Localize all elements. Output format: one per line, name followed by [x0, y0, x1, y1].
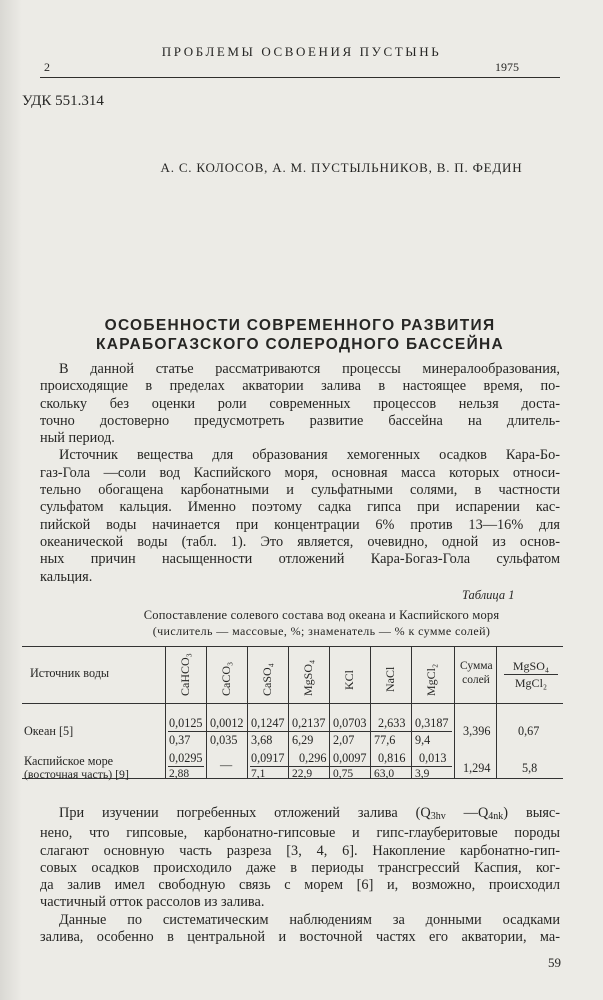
- column-header: MgCl₂: [424, 663, 438, 696]
- text-line: частичный отток рассолов из залива.: [40, 894, 265, 911]
- cell-numerator: 0,013: [419, 751, 447, 765]
- cell-denominator: 22,9: [292, 768, 313, 780]
- index-subscript: 3hv: [430, 811, 446, 822]
- cell-numerator: 2,633: [378, 716, 406, 730]
- cell-sum: 1,294: [463, 761, 491, 775]
- text-line: скольку без оценки роли современных процессов нельзя доста-: [40, 395, 560, 412]
- table-title: Сопоставление солевого состава вод океана и Каспийского моря: [143, 608, 500, 622]
- column-header-sum: [460, 659, 492, 687]
- text-line: залива, особенно в центральной и восточной частях его акватории, ма-: [40, 929, 560, 946]
- row-source: Океан [5]: [24, 724, 74, 738]
- text-line: В данной статье рассматриваются процессы минералообразования,: [59, 361, 560, 377]
- journal-title: ПРОБЛЕМЫ ОСВОЕНИЯ ПУСТЫНЬ: [161, 44, 442, 59]
- ratio-denominator: MgCl₂: [504, 674, 558, 691]
- cell-denominator: 63,0: [374, 768, 395, 780]
- cell-numerator: 0,2137: [292, 716, 326, 730]
- table-divider: [496, 646, 497, 779]
- body-text-intro: [40, 361, 560, 586]
- row-source: Каспийское море: [24, 754, 114, 768]
- cell-numerator: 0,0295: [169, 751, 203, 765]
- cell-numerator: 0,296: [299, 751, 327, 765]
- cell-denominator: 3,68: [251, 733, 273, 747]
- table-divider: [206, 646, 207, 779]
- issue-year: 1975: [495, 60, 519, 74]
- text-line: нено, что гипсовые, карбонатно-гипсовые и гипс-глауберитовые породы: [40, 825, 560, 842]
- cell-numerator: —: [220, 758, 233, 772]
- issue-number: 2: [44, 60, 50, 74]
- table-divider: [165, 646, 166, 779]
- cell-denominator: 2,88: [169, 768, 190, 780]
- text-line: ных причин насыщенности отложений Кара-Богаз-Гола сульфатом: [40, 551, 560, 568]
- text-line: [40, 805, 560, 825]
- article-title-line: ОСОБЕННОСТИ СОВРЕМЕННОГО РАЗВИТИЯ: [104, 317, 496, 334]
- text-line: да залив имел свободную связь с морем [6] и, возможно, происходил: [40, 877, 560, 894]
- text-line: пийской воды начинается при концентрации 6% против 13—16% для: [40, 516, 560, 533]
- cell-denominator: 7,1: [251, 768, 266, 780]
- sum-header-line: Сумма: [460, 660, 493, 672]
- text-line: кальция.: [40, 568, 93, 585]
- sum-header-line: солей: [462, 674, 490, 686]
- cell-ratio: 5,8: [522, 761, 538, 775]
- article-title: [40, 316, 560, 354]
- cell-denominator: 3,9: [415, 768, 430, 780]
- ratio-numerator: MgSO₄: [512, 659, 550, 673]
- page-number: 59: [548, 955, 561, 970]
- column-header-ratio: [504, 658, 558, 691]
- cell-denominator: 0,035: [210, 733, 238, 747]
- text-fragment: ) выяс-: [503, 805, 561, 821]
- text-line: газ-Гола —соли вод Каспийского моря, основная масса которых относи-: [40, 464, 560, 481]
- cell-denominator: 6,29: [292, 733, 314, 747]
- page-edge-shadow: [0, 0, 22, 1000]
- text-line: тельно обогащена карбонатными и сульфатными солями, в частности: [40, 482, 560, 499]
- body-text-continued: [40, 805, 560, 946]
- cell-numerator: 0,3187: [415, 716, 449, 730]
- salt-composition-table: [22, 646, 563, 779]
- cell-numerator: 0,0917: [251, 751, 285, 765]
- table-divider: [247, 646, 248, 779]
- column-header: CaCO₃: [219, 661, 233, 696]
- udc-code: УДК 551.314: [22, 93, 104, 109]
- fraction-rule: [168, 766, 204, 767]
- table-rule: [22, 703, 563, 704]
- cell-denominator: 0,37: [169, 733, 191, 747]
- cell-numerator: 0,0097: [333, 751, 367, 765]
- table-subtitle: (числитель — массовые, %; знаменатель — % к сумме солей): [152, 624, 491, 638]
- cell-numerator: 0,1247: [251, 716, 285, 730]
- cell-numerator: 0,0703: [333, 716, 367, 730]
- text-fragment: —Q: [445, 805, 489, 821]
- text-line: Данные по систематическим наблюдениям за донными осадками: [59, 911, 560, 928]
- cell-denominator: 0,75: [333, 768, 354, 780]
- column-header: MgSO₄: [301, 659, 315, 696]
- column-header: CaSO₄: [260, 663, 274, 696]
- text-line: точно достоверно предусмотреть развитие бассейна на длитель-: [40, 412, 560, 429]
- table-label: Таблица 1: [462, 588, 515, 602]
- column-header: NaCl: [383, 666, 397, 692]
- fraction-rule: [250, 766, 452, 767]
- cell-numerator: 0,0012: [210, 716, 244, 730]
- table-divider: [411, 646, 412, 779]
- cell-numerator: 0,816: [378, 751, 406, 765]
- cell-sum: 3,396: [463, 724, 491, 738]
- text-line: слагают основную часть разреза [3, 4, 6]. Накопление карбонатно-гип-: [40, 842, 560, 859]
- column-header-source: Источник воды: [30, 666, 110, 680]
- text-line: сульфатом кальция. Именно поэтому садка гипса при испарении кас-: [40, 499, 560, 516]
- authors: А. С. КОЛОСОВ, А. М. ПУСТЫЛЬНИКОВ, В. П. ФЕДИН: [160, 160, 523, 175]
- index-subscript: 4nk: [488, 811, 504, 822]
- header-rule: [40, 77, 560, 78]
- table-divider: [288, 646, 289, 779]
- row-source-note: (восточная часть) [9]: [24, 767, 129, 781]
- cell-denominator: 77,6: [374, 733, 396, 747]
- table-divider: [329, 646, 330, 779]
- article-title-line: КАРАБОГАЗСКОГО СОЛЕРОДНОГО БАССЕЙНА: [95, 336, 505, 353]
- cell-ratio: 0,67: [518, 724, 540, 738]
- text-line: происходящие в пределах акватории залива в настоящее время, по-: [40, 378, 560, 395]
- text-line: океанической воды (табл. 1). Это является, очевидно, одной из основ-: [40, 533, 560, 550]
- text-line: совых осадков происходило даже в периоды трансгрессий Каспия, ког-: [40, 859, 560, 876]
- table-divider: [370, 646, 371, 779]
- table-rule: [22, 646, 563, 647]
- cell-denominator: 9,4: [415, 733, 431, 747]
- table-divider: [454, 646, 455, 779]
- text-fragment: При изучении погребенных отложений залива (Q: [59, 805, 431, 821]
- column-header: KCl: [342, 669, 356, 690]
- cell-denominator: 2,07: [333, 733, 355, 747]
- fraction-rule: [168, 731, 452, 732]
- text-line: Источник вещества для образования хемогенных осадков Кара-Бо-: [59, 447, 560, 464]
- text-line: ный период.: [40, 430, 115, 447]
- column-header: CaHCO₃: [178, 653, 192, 696]
- cell-numerator: 0,0125: [169, 716, 203, 730]
